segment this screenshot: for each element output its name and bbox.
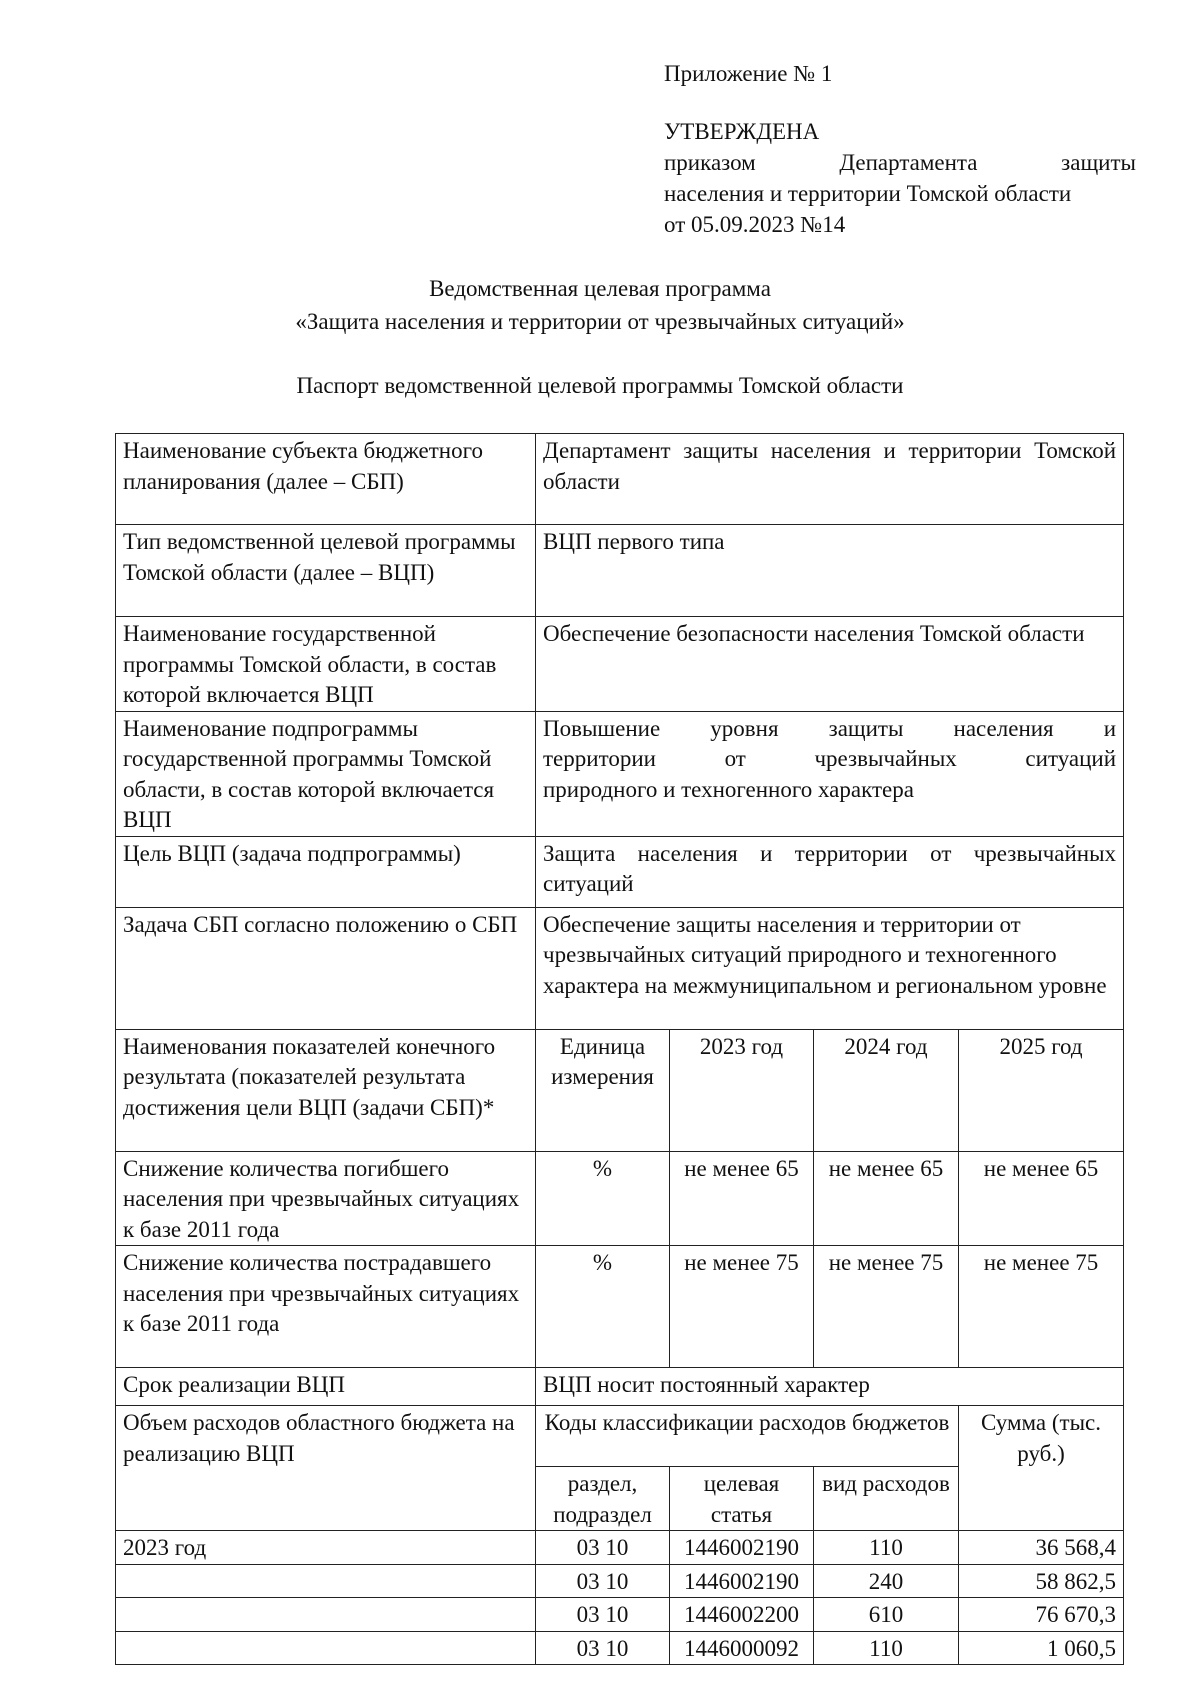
table-cell-value [536, 711, 1124, 836]
expense-kind: 610 [814, 1598, 959, 1632]
indicator-label: Снижение количества погибшего населения при чрезвычайных ситуациях к базе 2011 года [116, 1151, 536, 1246]
table-cell-label: Наименование государственной программы Томской области, в состав которой включается ВЦП [116, 617, 536, 712]
section-header: раздел, подраздел [536, 1467, 670, 1531]
target-header: целевая статья [670, 1467, 814, 1531]
indicator-value-2025: не менее 65 [959, 1151, 1124, 1246]
unit-header: Единица измерения [536, 1029, 670, 1151]
year-header-2024: 2024 год [814, 1029, 959, 1151]
table-cell-label: Наименование подпрограммы государственной программы Томской области, в состав которой включается ВЦП [116, 711, 536, 836]
expense-year [116, 1631, 536, 1665]
value-line: Повышение уровня защиты населения и [543, 715, 1117, 741]
order-line-1: приказом Департамента защиты [664, 150, 1136, 175]
expense-target: 1446002200 [670, 1598, 814, 1632]
indicator-row [116, 1151, 1124, 1246]
program-title: Ведомственная целевая программа [429, 276, 771, 301]
approved-stamp: УТВЕРЖДЕНА [664, 119, 820, 144]
year-header-2023: 2023 год [670, 1029, 814, 1151]
table-row [116, 836, 1124, 907]
expenses-header-row [116, 1406, 1124, 1467]
expense-row [116, 1598, 1124, 1632]
expense-section: 03 10 [536, 1531, 670, 1565]
table-cell-value: Департамент защиты населения и территории Томской области [536, 434, 1124, 525]
year-header-2025: 2025 год [959, 1029, 1124, 1151]
expense-kind: 110 [814, 1631, 959, 1665]
expense-row [116, 1631, 1124, 1665]
passport-table [115, 433, 1124, 1665]
table-row [116, 907, 1124, 1029]
table-cell-label: Срок реализации ВЦП [116, 1368, 536, 1406]
expense-sum: 1 060,5 [959, 1631, 1124, 1665]
table-row [116, 1368, 1124, 1406]
expense-target: 1446002190 [670, 1531, 814, 1565]
expense-sum: 76 670,3 [959, 1598, 1124, 1632]
value-line: природного и техногенного характера [543, 776, 914, 802]
expense-row [116, 1531, 1124, 1565]
appendix-number: Приложение № 1 [664, 61, 833, 86]
codes-header: Коды классификации расходов бюджетов [536, 1406, 959, 1467]
expense-target: 1446002190 [670, 1564, 814, 1598]
expense-section: 03 10 [536, 1598, 670, 1632]
table-cell-label: Цель ВЦП (задача подпрограммы) [116, 836, 536, 907]
table-cell-label: Задача СБП согласно положению о СБП [116, 907, 536, 1029]
table-row [116, 711, 1124, 836]
table-cell-label: Тип ведомственной целевой программы Томской области (далее – ВЦП) [116, 525, 536, 617]
expense-section: 03 10 [536, 1564, 670, 1598]
indicator-row [116, 1246, 1124, 1368]
expense-row [116, 1564, 1124, 1598]
order-line-3: от 05.09.2023 №14 [664, 212, 846, 237]
order-line-2: населения и территории Томской области [664, 181, 1072, 206]
expense-section: 03 10 [536, 1631, 670, 1665]
passport-title: Паспорт ведомственной целевой программы Томской области [296, 373, 904, 398]
sum-header: Сумма (тыс. руб.) [959, 1406, 1124, 1531]
table-cell-value: Защита населения и территории от чрезвычайных ситуаций [536, 836, 1124, 907]
indicator-unit: % [536, 1246, 670, 1368]
expense-target: 1446000092 [670, 1631, 814, 1665]
table-cell-label: Наименование субъекта бюджетного планирования (далее – СБП) [116, 434, 536, 525]
program-name: «Защита населения и территории от чрезвычайных ситуаций» [295, 309, 905, 334]
expense-kind: 110 [814, 1531, 959, 1565]
table-cell-value: ВЦП носит постоянный характер [536, 1368, 1124, 1406]
expense-sum: 58 862,5 [959, 1564, 1124, 1598]
indicator-value-2024: не менее 65 [814, 1151, 959, 1246]
indicators-header-row [116, 1029, 1124, 1151]
table-cell-value: Обеспечение защиты населения и территории от чрезвычайных ситуаций природного и техногенного характера на межмуниципальном и региональном уровне [536, 907, 1124, 1029]
expense-year: 2023 год [116, 1531, 536, 1565]
expenses-label: Объем расходов областного бюджета на реализацию ВЦП [116, 1406, 536, 1531]
indicator-label: Снижение количества пострадавшего населения при чрезвычайных ситуациях к базе 2011 года [116, 1246, 536, 1368]
expense-kind: 240 [814, 1564, 959, 1598]
indicator-value-2023: не менее 65 [670, 1151, 814, 1246]
indicator-value-2025: не менее 75 [959, 1246, 1124, 1368]
kind-header: вид расходов [814, 1467, 959, 1531]
table-row [116, 525, 1124, 617]
approval-block [664, 58, 1136, 240]
table-cell-value: Обеспечение безопасности населения Томской области [536, 617, 1124, 712]
indicator-unit: % [536, 1151, 670, 1246]
table-row [116, 617, 1124, 712]
value-line: территории от чрезвычайных ситуаций [543, 746, 1117, 771]
expense-year [116, 1598, 536, 1632]
expense-sum: 36 568,4 [959, 1531, 1124, 1565]
indicator-value-2024: не менее 75 [814, 1246, 959, 1368]
table-row [116, 434, 1124, 525]
indicator-value-2023: не менее 75 [670, 1246, 814, 1368]
table-cell-value: ВЦП первого типа [536, 525, 1124, 617]
table-cell-label: Наименования показателей конечного результата (показателей результата достижения цели ВЦП (задачи СБП)* [116, 1029, 536, 1151]
expense-year [116, 1564, 536, 1598]
